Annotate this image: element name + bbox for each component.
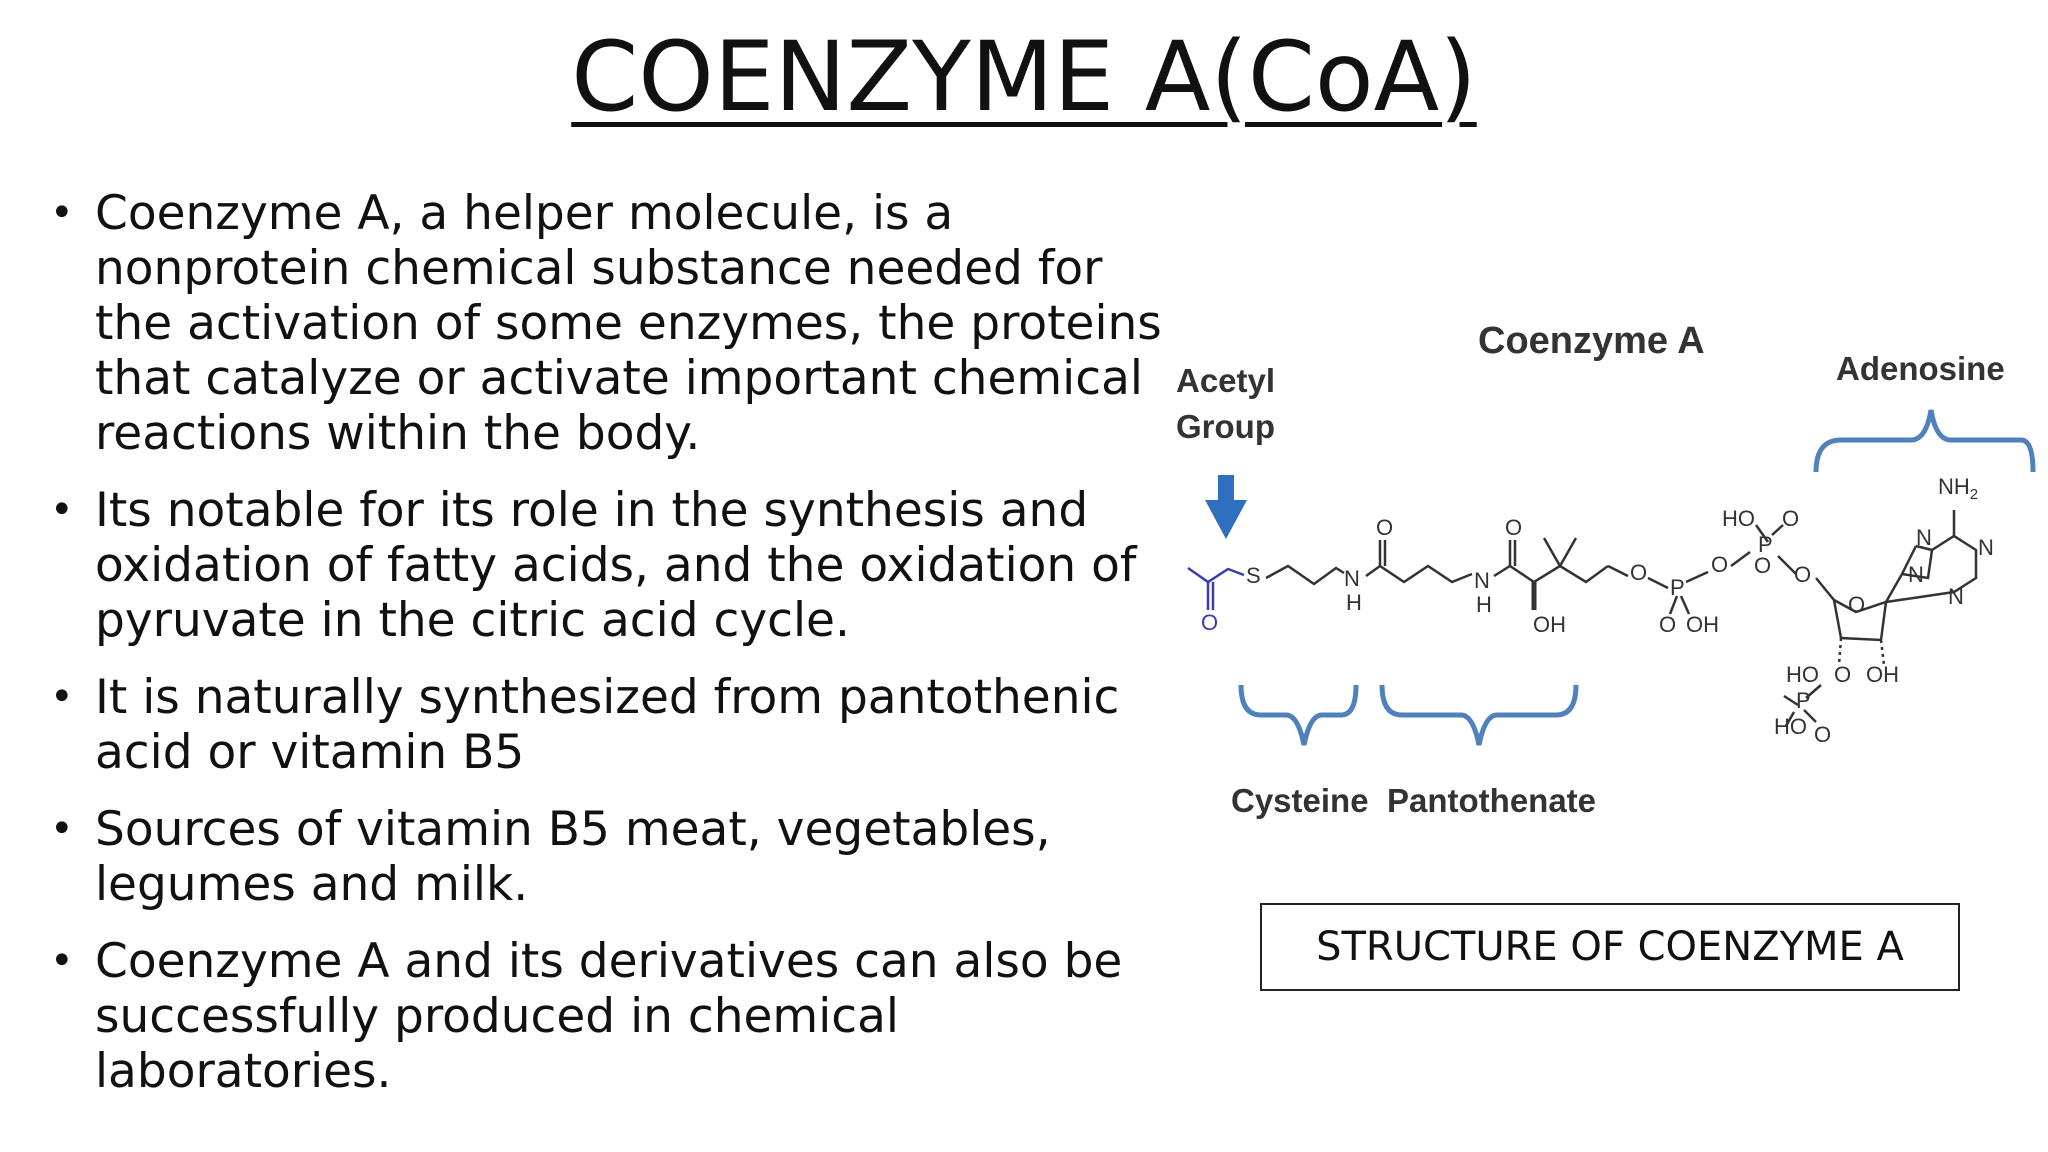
atom-oxygen: O (1754, 553, 1772, 578)
atom-oxygen: O (1794, 562, 1812, 587)
figure-caption-text: STRUCTURE OF COENZYME A (1316, 924, 1904, 970)
atom-nitrogen: N (1474, 568, 1490, 593)
atom-oxygen: O (1814, 722, 1832, 747)
atom-oxygen: O (1201, 610, 1219, 635)
atom-phosphorus: P (1796, 688, 1811, 713)
adenosine-label: Adenosine (1836, 350, 2005, 387)
atom-oxygen: O (1505, 515, 1523, 540)
atom-phosphorus: P (1758, 532, 1773, 557)
bullet-item: • Its notable for its role in the synthesis and oxidation of fatty acids, and the oxidation of pyruvate in the citric acid cycle. (50, 483, 1180, 648)
atom-nitrogen: N (1978, 535, 1994, 560)
atom-amine: $NH_2$ (1938, 474, 1979, 503)
atom-hydrogen: H (1476, 592, 1492, 617)
bullet-item: • Coenzyme A, a helper molecule, is a nonprotein chemical substance needed for the activation of some enzymes, the proteins that catalyze or activate important chemical reactions within the body. (50, 186, 1180, 461)
atom-sulfur: S (1246, 563, 1261, 588)
cysteine-label: Cysteine (1231, 782, 1369, 819)
bullet-list (50, 186, 1180, 1121)
bracket-cysteine (1241, 685, 1356, 745)
atom-oxygen: O (1659, 612, 1677, 637)
atom-oxygen: O (1630, 560, 1648, 585)
atom-labels (1201, 474, 1994, 747)
atom-hydroxyl: OH (1533, 612, 1566, 637)
atom-hydroxyl: OH (1686, 612, 1719, 637)
bullet-item: • Coenzyme A and its derivatives can also be successfully produced in chemical laboratories. (50, 934, 1180, 1099)
figure-caption (1260, 903, 1960, 991)
atom-oxygen: O (1834, 662, 1852, 687)
atom-nitrogen: N (1344, 566, 1360, 591)
slide-title (0, 22, 2048, 132)
atom-phosphorus: P (1670, 575, 1685, 600)
atom-oxygen: O (1376, 515, 1394, 540)
bracket-adenosine (1816, 410, 2033, 472)
figure-heading: Coenzyme A (1478, 320, 1705, 362)
bullet-item: • Sources of vitamin B5 meat, vegetables, legumes and milk. (50, 802, 1180, 912)
molecule-bonds (1188, 510, 1976, 726)
molecule-diagram (1176, 320, 2036, 780)
acetyl-group-label: Acetyl Group (1176, 362, 1276, 445)
arrow-down-icon (1205, 475, 1247, 539)
atom-hydroxyl: OH (1866, 662, 1899, 687)
atom-hydroxyl-ho: HO (1722, 506, 1755, 531)
atom-nitrogen: N (1916, 525, 1932, 550)
pantothenate-label: Pantothenate (1387, 782, 1597, 819)
bullet-item: • It is naturally synthesized from pantothenic acid or vitamin B5 (50, 670, 1180, 780)
bracket-pantothenate (1382, 685, 1576, 745)
slide-title-text: COENZYME A(CoA) (571, 21, 1477, 133)
atom-nitrogen: N (1948, 584, 1964, 609)
coenzyme-a-structure-figure (1176, 320, 2036, 840)
atom-nitrogen: N (1908, 562, 1924, 587)
atom-hydrogen: H (1346, 590, 1362, 615)
atom-hydroxyl-ho: HO (1774, 714, 1807, 739)
atom-oxygen: O (1711, 552, 1729, 577)
atom-hydroxyl-ho: HO (1786, 662, 1819, 687)
atom-oxygen: O (1782, 506, 1800, 531)
atom-oxygen: O (1848, 592, 1866, 617)
